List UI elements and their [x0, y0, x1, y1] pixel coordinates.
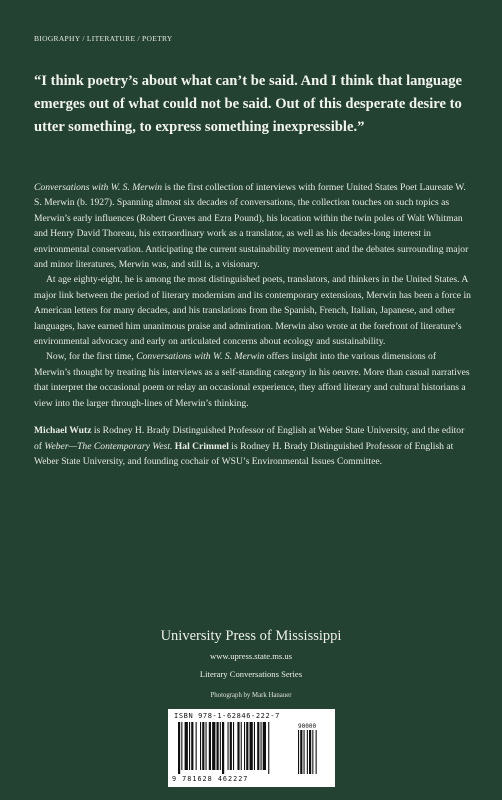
barcode-addon-bar: [316, 730, 317, 774]
isbn-text: ISBN 978-1-62846-222-7: [174, 712, 280, 720]
description-paragraph-1-text: is the first collection of interviews with former United States Poet Laureate W. S. Merwin (b. 1927). Spanning almost six decades of conversations, the collection touches on such topics as Merwin’s early influences (Robert Graves and Ezra Pound), his location within the twin poles of Walt Whitman and Henry David Thoreau, his extraordinary work as a translator, as well as his decades-long interest in environmental conservation. Anticipating the current sustainability movement and the debates surrounding major and minor literatures, Merwin was, and still is, a visionary.: [34, 182, 469, 271]
barcode-addon-bar: [298, 730, 299, 774]
barcode-bar: [222, 722, 224, 774]
barcode-bar: [189, 722, 190, 770]
barcode-bar: [254, 722, 255, 770]
series-name: Literary Conversations Series: [199, 669, 303, 679]
barcode-bar: [206, 722, 207, 770]
barcode-bar: [228, 722, 229, 770]
barcode-addon-bar: [307, 730, 308, 774]
barcode-bar: [233, 722, 234, 770]
barcode-bar: [250, 722, 253, 770]
barcode-bar: [202, 722, 204, 770]
barcode-bar: [241, 722, 242, 770]
editor-bio-1: is Rodney H. Brady Distinguished Professor of English at Weber State University, and the editor of: [34, 425, 465, 452]
barcode-addon-bar: [312, 730, 313, 774]
barcode-bar: [268, 722, 269, 774]
barcode-bar: [200, 722, 201, 770]
barcode-bar: [217, 722, 219, 770]
pull-quote: “I think poetry’s about what can’t be said. And I think that language emerges out of what could not be said. Out of this desperate desire to utter something, to express something inexpressible.”: [34, 73, 463, 135]
barcode-bar: [209, 722, 211, 770]
barcode-bar: [178, 722, 180, 774]
isbn-barcode: [168, 709, 335, 787]
publisher-url: www.upress.state.ms.us: [209, 651, 293, 661]
editor-name-1: Michael Wutz: [34, 425, 92, 437]
barcode-bar: [263, 722, 266, 770]
barcode-bar: [191, 722, 193, 770]
barcode-bar: [257, 722, 259, 770]
editors-bio: [34, 423, 474, 469]
book-title: Conversations with W. S. Merwin: [34, 182, 163, 193]
book-title-inline: Conversations with W. S. Merwin: [136, 351, 265, 363]
description-paragraph-3-text: offers insight into the various dimensions of Merwin’s thought by treating his interviews as a self-standing category in his oeuvre. More than casual narratives that interpret the occasional poem or relay an occasional experience, they afford literary and cultural historians a view into the larger through-lines of Merwin’s thinking.: [34, 351, 470, 409]
barcode-bar: [237, 722, 239, 770]
description-paragraph-3: [34, 349, 474, 411]
barcode-bar: [261, 722, 262, 770]
barcode-bar: [196, 722, 197, 770]
ean-number: 9 781628 462227: [172, 775, 249, 783]
photo-credit: Photograph by Mark Hanauer: [210, 692, 292, 699]
barcode-addon-bar: [309, 730, 311, 774]
barcode-bar: [244, 722, 245, 770]
editor-bio-2: is Rodney H. Brady Distinguished Professor of English at Weber State University, and founding cochair of WSU’s Environmental Issues Committee.: [34, 440, 454, 467]
barcode-addon-digits: 90000: [298, 723, 317, 730]
barcode-addon-bar: [300, 730, 302, 774]
barcode-bar: [220, 722, 221, 770]
ean-digits: [172, 775, 332, 783]
barcode-bar: [230, 722, 232, 770]
editor-name-2: Hal Crimmel: [172, 440, 229, 452]
barcode-bars: [178, 722, 326, 774]
barcode-bar: [185, 722, 188, 770]
description-paragraph-2: At age eighty-eight, he is among the most distinguished poets, translators, and thinkers in the United States. A major link between the period of literary modernism and its contemporary extensions, Merwin has been a force in American letters for many decades, and his translations from the Spanish, French, Italian, Japanese, and other languages, have earned him unanimous praise and admiration. Merwin also wrote at the forefront of literature’s environmental advocacy and early on articulated concerns about ecology and sustainability.: [34, 274, 471, 348]
description-block: [34, 180, 474, 469]
barcode-addon-bar: [304, 730, 305, 774]
barcode-bar: [212, 722, 215, 770]
description-paragraph-3-lead: Now, for the first time,: [46, 351, 137, 363]
barcode-bar: [181, 722, 182, 770]
journal-title: Weber—The Contemporary West.: [44, 440, 173, 452]
publisher-name: University Press of Mississippi: [160, 628, 342, 644]
barcode-bar: [246, 722, 248, 770]
description-paragraph-1: [34, 180, 474, 272]
category-label: BIOGRAPHY / LITERATURE / POETRY: [34, 34, 173, 43]
